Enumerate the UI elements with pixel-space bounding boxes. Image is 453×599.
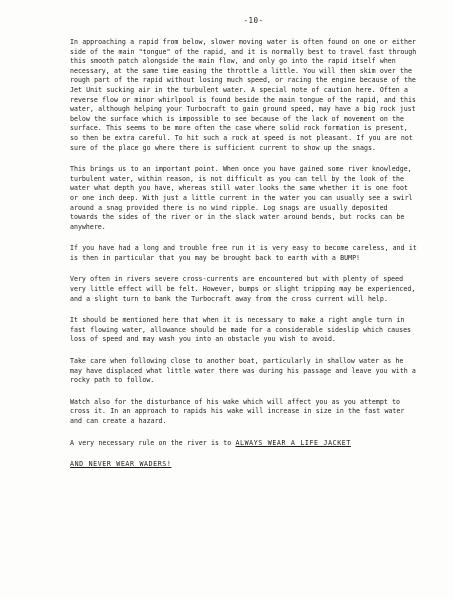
paragraph-safety-rule-cont <box>70 460 417 470</box>
paragraph-right-angle-turn: It should be mentioned here that when it is necessary to make a right angle turn in fast flowing water, allowance should be made for a considerable sideslip which causes loss of speed and may wash you into an obstacle you wish to avoid. <box>70 316 412 344</box>
paragraph-following-boat: Take care when following close to another boat, particularly in shallow water as he may have displaced what little water there was during his passage and leave you with a rocky path to follow. <box>70 357 416 385</box>
paragraph-cross-currents: Very often in rivers severe cross-currents are encountered but with plenty of speed very little effect will be felt. However, bumps or slight tripping may be experienced, and a slight turn to bank the Turbocraft away from the cross current will help. <box>70 275 416 303</box>
page-number: -10- <box>243 16 264 25</box>
paragraph-rapid-approach: In approaching a rapid from below, slower moving water is often found on one or either side of the main "tongue" of the rapid, and it is normally best to travel fast through this smooth patch alongside the main flow, and only go into the rapid itself when necessary, at the same time easing the throttle a little. You will then skim over the rough part of the rapid without losing much speed, or racing the engine because of the Jet Unit sucking air in the turbulent water. A special note of caution here. Often a reverse flow or minor whirlpool is found beside the main tongue of the rapid, and this water, although helping your Turbocraft to gain ground speed, may have a big rock just below the surface which is impossible to see because of the lack of movement on the surface. This seems to be more often the case where solid rock formation is present, so then be extra careful. To hit such a rock at speed is not pleasant. If you are not sure of the place go where there is sufficient current to show up the snags. <box>70 38 417 152</box>
safety-rule-intro: A very necessary rule on the river is to <box>70 438 236 447</box>
paragraph-careless-warning: If you have had a long and trouble free run it is very easy to become careless, and it is then in particular that you may be brought back to earth with a BUMP! <box>70 244 417 262</box>
paragraph-river-knowledge: This brings us to an important point. When once you have gained some river knowledge, turbulent water, within reason, is not difficult as you can tell by the look of the water what depth you have, whereas still water looks the same whether it is one foot or one inch deep. With just a little current in the water you can usually see a swirl around a snag provided there is no wind ripple. Log snags are usually deposited towards the sides of the river or in the slack water around bends, but rocks can be anywhere. <box>70 165 413 231</box>
paragraph-safety-rule <box>70 439 417 449</box>
rule-life-jacket: ALWAYS WEAR A LIFE JACKET <box>235 438 351 447</box>
paragraph-wake-disturbance: Watch also for the disturbance of his wake which will affect you as you attempt to cross it. In an approach to rapids his wake will increase in size in the fast water and can create a hazard. <box>70 397 405 425</box>
rule-no-waders: AND NEVER WEAR WADERS! <box>70 460 172 469</box>
